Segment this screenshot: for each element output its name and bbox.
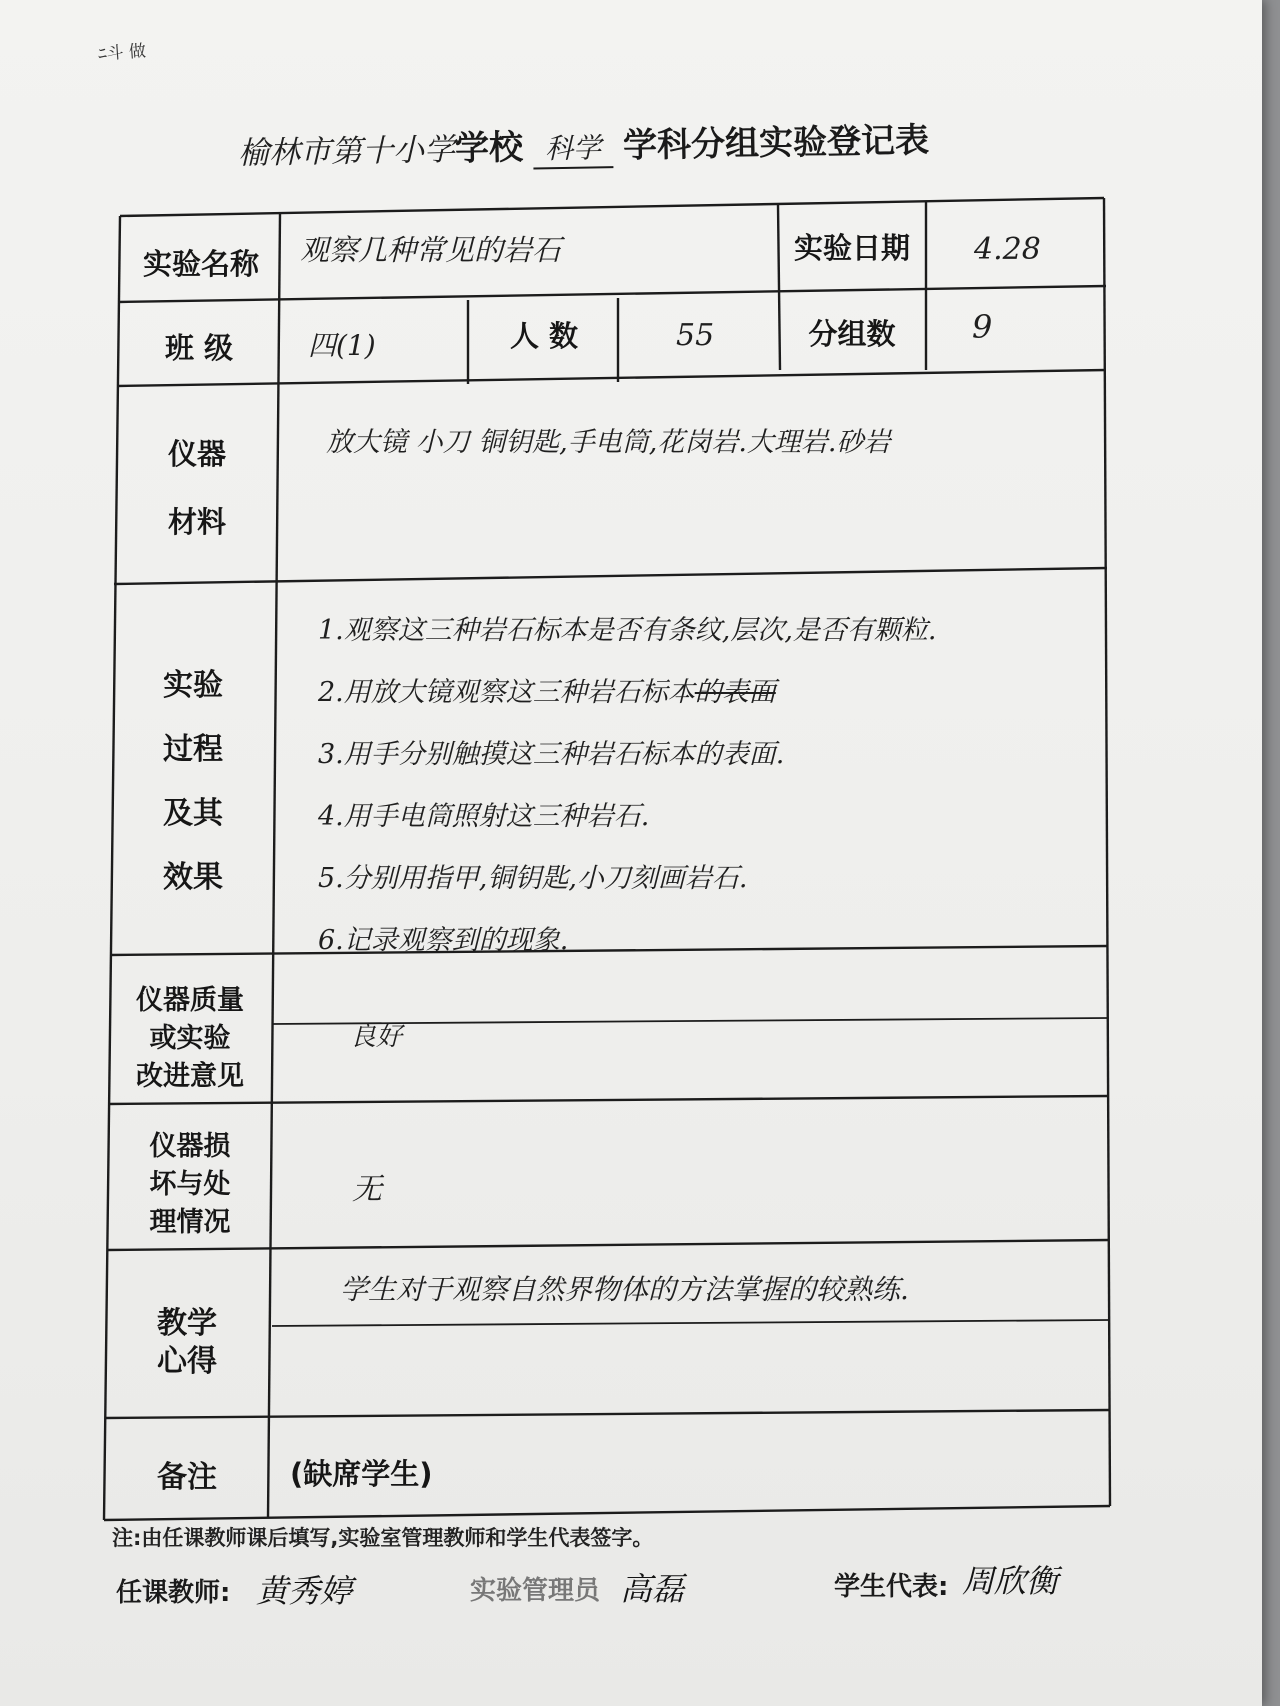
step-item: 1.观察这三种岩石标本是否有条纹,层次,是否有颗粒. — [318, 615, 937, 646]
label-damage-2: 坏与处 — [149, 1169, 231, 1200]
label-experiment-name: 实验名称 — [142, 247, 259, 281]
process-steps — [318, 600, 937, 972]
label-process-3: 及其 — [163, 796, 223, 831]
label-class: 班 级 — [164, 331, 234, 365]
label-quality-1: 仪器质量 — [136, 985, 244, 1016]
step-item: 6.记录观察到的现象. — [318, 925, 569, 956]
value-groups: 9 — [972, 308, 993, 346]
teacher-label: 任课教师: — [116, 1578, 231, 1608]
label-damage-1: 仪器损 — [149, 1131, 231, 1162]
value-class: 四(1) — [308, 329, 376, 362]
value-damage: 无 — [352, 1172, 382, 1207]
value-experiment-name: 观察几种常见的岩石 — [300, 233, 562, 267]
corner-scribble: ﾆ斗 做 — [97, 41, 147, 65]
title-school: 榆林市第十小学 — [237, 131, 456, 172]
label-process-1: 实验 — [163, 668, 223, 703]
value-quality: 良好 — [350, 1022, 403, 1052]
teacher-signature: 黄秀婷 — [256, 1572, 353, 1610]
value-people: 55 — [676, 318, 715, 353]
label-people: 人 数 — [509, 319, 579, 353]
label-damage-3: 理情况 — [149, 1207, 231, 1238]
label-quality-2: 或实验 — [149, 1023, 231, 1054]
label-process-2: 过程 — [163, 732, 223, 767]
label-process-4: 效果 — [163, 860, 223, 895]
step-item — [318, 662, 937, 724]
form-note: 注:由任课教师课后填写,实验室管理教师和学生代表签字。 — [112, 1526, 654, 1550]
value-insight: 学生对于观察自然界物体的方法掌握的较熟练. — [340, 1273, 909, 1306]
step-2-text: 2.用放大镜观察这三种岩石标本 — [318, 677, 695, 708]
step-item: 4.用手电筒照射这三种岩石. — [318, 801, 650, 832]
label-insight-2: 心得 — [157, 1344, 217, 1379]
label-quality-3: 改进意见 — [136, 1061, 244, 1092]
step-item: 5.分别用指甲,铜钥匙,小刀刻画岩石. — [318, 863, 748, 894]
lab-admin-signature: 高磊 — [620, 1570, 685, 1608]
value-remarks: (缺席学生) — [290, 1457, 433, 1491]
title-form-name: 学科分组实验登记表 — [622, 120, 930, 166]
label-instruments-2: 材料 — [167, 505, 226, 539]
label-remarks: 备注 — [157, 1460, 217, 1495]
title-school-suffix: 学校 — [454, 127, 524, 169]
step-item: 3.用手分别触摸这三种岩石标本的表面. — [318, 739, 785, 770]
lab-admin-label: 实验管理员 — [470, 1576, 601, 1606]
label-experiment-date: 实验日期 — [793, 231, 910, 265]
title-subject: 科学 — [533, 126, 614, 169]
value-experiment-date: 4.28 — [974, 232, 1041, 267]
value-instruments: 放大镜 小刀 铜钥匙,手电筒,花岗岩.大理岩.砂岩 — [326, 427, 891, 458]
label-insight-1: 教学 — [157, 1306, 217, 1341]
step-2-struck: 的表面 — [694, 677, 776, 708]
label-groups: 分组数 — [808, 317, 896, 351]
student-rep-signature: 周欣衡 — [962, 1562, 1059, 1600]
label-instruments-1: 仪器 — [167, 437, 226, 471]
student-rep-label: 学生代表: — [834, 1572, 949, 1602]
